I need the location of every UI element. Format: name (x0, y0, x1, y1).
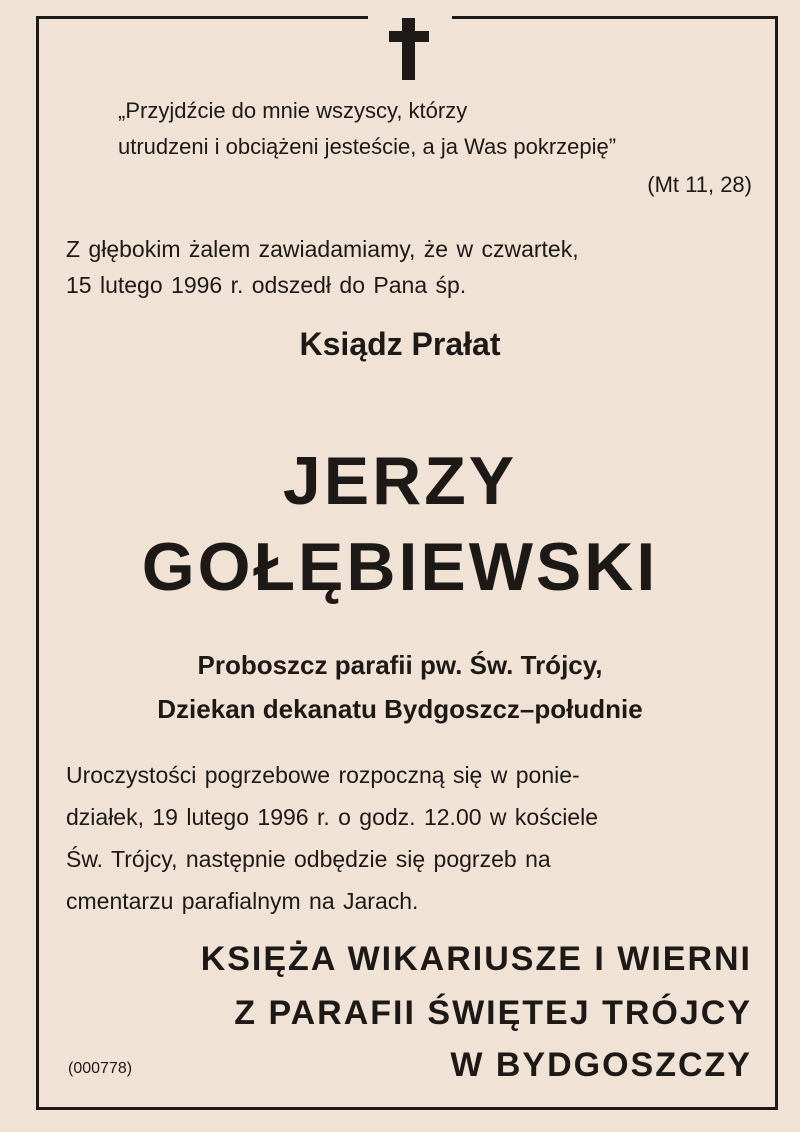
signature-line-3: W BYDGOSZCZY (450, 1046, 752, 1084)
role-line-1: Proboszcz parafii pw. Św. Trójcy, (197, 650, 603, 680)
deceased-last-name: GOŁĘBIEWSKI (141, 529, 659, 605)
top-rule-right (452, 16, 778, 19)
funeral-line-3: Św. Trójcy, następnie odbędzie się pogrzeb na (66, 846, 551, 872)
role-line-2: Dziekan dekanatu Bydgoszcz–południe (157, 694, 643, 724)
quote-line-2: utrudzeni i obciążeni jesteście, a ja Was pokrzepię” (118, 134, 617, 159)
signature-line-2: Z PARAFII ŚWIĘTEJ TRÓJCY (234, 994, 752, 1032)
funeral-line-2: działek, 19 lutego 1996 r. o godz. 12.00 w kościele (66, 804, 599, 830)
top-rule-left (36, 16, 368, 19)
deceased-first-name: JERZY (282, 443, 518, 519)
funeral-line-1: Uroczystości pogrzebowe rozpoczną się w ponie- (66, 762, 580, 788)
quote-line-1: „Przyjdźcie do mnie wszyscy, którzy (118, 98, 468, 123)
signature-line-1: KSIĘŻA WIKARIUSZE I WIERNI (200, 940, 752, 978)
intro-line-1: Z głębokim żalem zawiadamiamy, że w czwartek, (66, 236, 579, 262)
ad-reference-code: (000778) (68, 1060, 133, 1077)
quote-source: (Mt 11, 28) (647, 172, 752, 197)
funeral-line-4: cmentarzu parafialnym na Jarach. (66, 888, 419, 914)
deceased-title: Ksiądz Prałat (299, 326, 501, 362)
intro-line-2: 15 lutego 1996 r. odszedł do Pana śp. (66, 272, 467, 298)
